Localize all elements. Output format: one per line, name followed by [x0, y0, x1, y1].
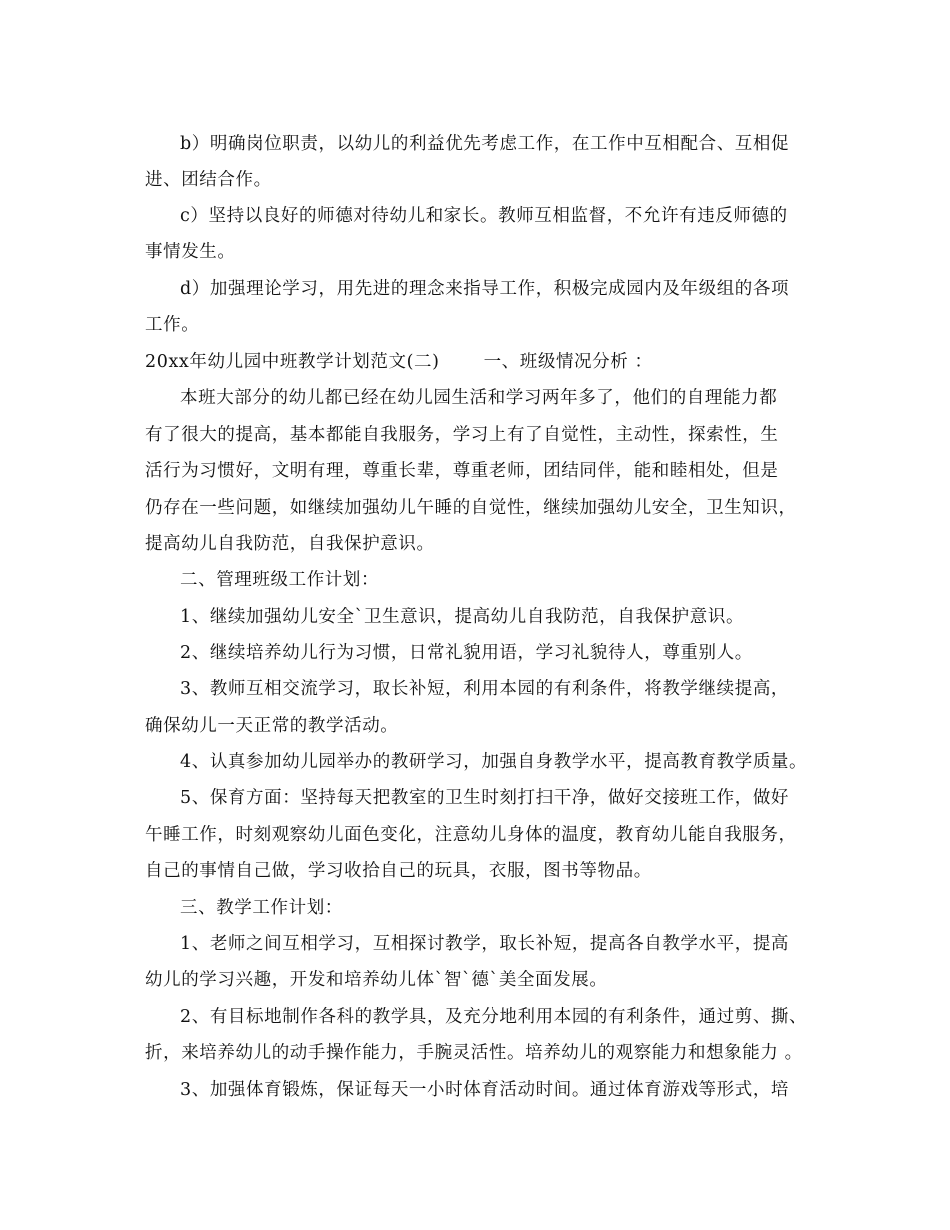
paragraph-line: 本班大部分的幼儿都已经在幼儿园生活和学习两年多了，他们的自理能力都 — [180, 388, 778, 408]
paragraph-line: 事情发生。 — [145, 242, 236, 262]
paragraph-line: 工作。 — [145, 315, 200, 335]
document-title: 20xx年幼儿园中班教学计划范文(二) — [145, 352, 440, 372]
list-item: 4、认真参加幼儿园举办的教研学习，加强自身教学水平，提高教育教学质量。 — [180, 752, 808, 772]
paragraph-line: d）加强理论学习，用先进的理念来指导工作，积极完成园内及年级组的各项 — [180, 279, 790, 299]
section-heading: 三、教学工作计划： — [180, 898, 343, 918]
section-heading: 一、班级情况分析 ： — [483, 352, 653, 372]
paragraph-line: 进、团结合作。 — [145, 170, 272, 190]
paragraph-line: 仍存在一些问题，如继续加强幼儿午睡的自觉性，继续加强幼儿安全，卫生知识， — [145, 498, 797, 518]
title-line — [145, 350, 653, 374]
paragraph-line: 有了很大的提高，基本都能自我服务，学习上有了自觉性，主动性，探索性，生 — [145, 425, 779, 445]
list-item: 1、继续加强幼儿安全`卫生意识，提高幼儿自我防范，自我保护意识。 — [180, 607, 745, 627]
list-item: 2、继续培养幼儿行为习惯，日常礼貌用语，学习礼貌待人，尊重别人。 — [180, 643, 753, 663]
list-item: 5、保育方面：坚持每天把教室的卫生时刻打扫干净，做好交接班工作，做好 — [180, 788, 790, 808]
paragraph-line: 午睡工作，时刻观察幼儿面色变化，注意幼儿身体的温度，教育幼儿能自我服务， — [145, 825, 797, 845]
list-item: 1、老师之间互相学习，互相探讨教学，取长补短，提高各自教学水平，提高 — [180, 934, 790, 954]
paragraph-line: 折，来培养幼儿的动手操作能力，手腕灵活性。培养幼儿的观察能力和想象能力 。 — [145, 1043, 803, 1063]
paragraph-line: 自己的事情自己做，学习收拾自己的玩具，衣服，图书等物品。 — [145, 861, 652, 881]
paragraph-line: b）明确岗位职责，以幼儿的利益优先考虑工作，在工作中互相配合、互相促 — [180, 134, 790, 154]
list-item: 2、有目标地制作各科的教学具，及充分地利用本园的有利条件，通过剪、撕、 — [180, 1007, 808, 1027]
paragraph-line: 确保幼儿一天正常的教学活动。 — [145, 716, 399, 736]
paragraph-line: c）坚持以良好的师德对待幼儿和家长。教师互相监督，不允许有违反师德的 — [180, 206, 788, 226]
paragraph-line: 幼儿的学习兴趣，开发和培养幼儿体`智`德`美全面发展。 — [145, 970, 608, 990]
paragraph-line: 提高幼儿自我防范，自我保护意识。 — [145, 534, 435, 554]
paragraph-line: 活行为习惯好，文明有理，尊重长辈，尊重老师，团结同伴，能和睦相处，但是 — [145, 461, 779, 481]
list-item: 3、教师互相交流学习，取长补短，利用本园的有利条件，将教学继续提高， — [180, 679, 790, 699]
section-heading: 二、管理班级工作计划： — [180, 570, 380, 590]
list-item: 3、加强体育锻炼，保证每天一小时体育活动时间。通过体育游戏等形式，培 — [180, 1080, 790, 1100]
